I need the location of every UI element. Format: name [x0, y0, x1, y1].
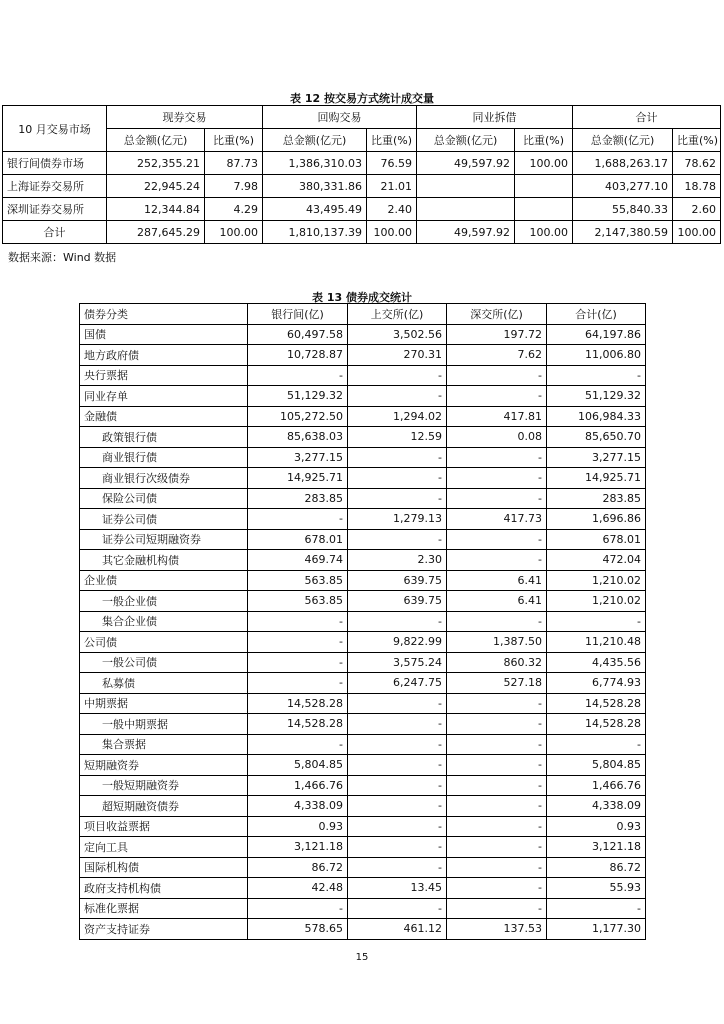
table13-cell: -: [447, 550, 547, 571]
table13-cell: 678.01: [547, 529, 646, 550]
table12-corner-label: 10 月交易市场: [3, 106, 107, 152]
table13-category: 证券公司债: [80, 509, 248, 530]
table12-subheader-amount: 总金额(亿元): [107, 129, 205, 152]
table12-group-header: 回购交易: [263, 106, 417, 129]
table13-header: 合计(亿): [547, 304, 646, 325]
table13-row: [80, 878, 646, 899]
table13-row: [80, 570, 646, 591]
table13-cell: 1,210.02: [547, 591, 646, 612]
table13-cell: 14,528.28: [248, 714, 348, 735]
table13-category: 集合企业债: [80, 611, 248, 632]
table13-cell: -: [447, 816, 547, 837]
table13-cell: 137.53: [447, 919, 547, 940]
table13-category: 超短期融资债券: [80, 796, 248, 817]
table13-cell: 4,338.09: [248, 796, 348, 817]
page-number: 15: [355, 952, 369, 963]
table13-cell: -: [248, 652, 348, 673]
table13-cell: 86.72: [547, 857, 646, 878]
table13-cell: 563.85: [248, 570, 348, 591]
table12-cell: 49,597.92: [417, 152, 515, 175]
table13-cell: -: [547, 611, 646, 632]
table12-cell: 12,344.84: [107, 198, 205, 221]
table12-subheader-share: 比重(%): [515, 129, 573, 152]
table13-category: 地方政府债: [80, 345, 248, 366]
table13-row: [80, 427, 646, 448]
table13-row: [80, 447, 646, 468]
table13-row: [80, 837, 646, 858]
table13-cell: 283.85: [547, 488, 646, 509]
table13-cell: -: [447, 857, 547, 878]
table13-cell: 9,822.99: [348, 632, 447, 653]
table13-cell: -: [447, 734, 547, 755]
table13-cell: 51,129.32: [547, 386, 646, 407]
table13-cell: -: [348, 816, 447, 837]
table13-cell: 11,210.48: [547, 632, 646, 653]
table13-cell: -: [348, 857, 447, 878]
table13-cell: 12.59: [348, 427, 447, 448]
table13-cell: 14,925.71: [547, 468, 646, 489]
table13-cell: -: [248, 734, 348, 755]
table13-category: 一般短期融资券: [80, 775, 248, 796]
table12-cell: 100.00: [515, 152, 573, 175]
table13-cell: -: [447, 447, 547, 468]
table13-category: 资产支持证券: [80, 919, 248, 940]
table13-cell: 0.08: [447, 427, 547, 448]
table13-cell: 3,121.18: [248, 837, 348, 858]
table13-cell: -: [447, 878, 547, 899]
table13-cell: -: [348, 386, 447, 407]
table13-cell: 678.01: [248, 529, 348, 550]
table13-header: 债券分类: [80, 304, 248, 325]
table13-cell: 1,387.50: [447, 632, 547, 653]
table12-row-label: 合计: [3, 221, 107, 244]
table12-cell: 55,840.33: [573, 198, 673, 221]
table13-cell: -: [447, 837, 547, 858]
table13-cell: 55.93: [547, 878, 646, 899]
table13-cell: -: [248, 898, 348, 919]
table13-cell: 0.93: [547, 816, 646, 837]
table13-category: 集合票据: [80, 734, 248, 755]
table13-row: [80, 734, 646, 755]
table13-cell: 86.72: [248, 857, 348, 878]
table13-row: [80, 488, 646, 509]
table13-cell: 469.74: [248, 550, 348, 571]
table13-cell: -: [447, 488, 547, 509]
table12-cell: 100.00: [515, 221, 573, 244]
table13-category: 中期票据: [80, 693, 248, 714]
table13-cell: 3,575.24: [348, 652, 447, 673]
table13-cell: 14,925.71: [248, 468, 348, 489]
table13-cell: -: [348, 796, 447, 817]
table12-cell: 380,331.86: [263, 175, 367, 198]
table13-cell: 1,466.76: [547, 775, 646, 796]
table13-cell: 270.31: [348, 345, 447, 366]
table13-category: 公司债: [80, 632, 248, 653]
table13-cell: 85,638.03: [248, 427, 348, 448]
table12-cell: 1,688,263.17: [573, 152, 673, 175]
table13-cell: -: [348, 755, 447, 776]
table13-cell: -: [348, 898, 447, 919]
table13-category: 定向工具: [80, 837, 248, 858]
table13-cell: 14,528.28: [248, 693, 348, 714]
table13-cell: 527.18: [447, 673, 547, 694]
table13-category: 政府支持机构债: [80, 878, 248, 899]
table13-cell: 4,338.09: [547, 796, 646, 817]
table13-cell: -: [348, 734, 447, 755]
table13-cell: 563.85: [248, 591, 348, 612]
table12-group-header: 合计: [573, 106, 721, 129]
table13-cell: -: [248, 673, 348, 694]
table13-cell: 197.72: [447, 324, 547, 345]
table12-cell: 78.62: [673, 152, 721, 175]
table13-cell: -: [447, 796, 547, 817]
table12-cell: 76.59: [367, 152, 417, 175]
table13-cell: -: [447, 755, 547, 776]
table12-cell: 1,386,310.03: [263, 152, 367, 175]
table13-cell: -: [248, 632, 348, 653]
table13-cell: 6,247.75: [348, 673, 447, 694]
table13-cell: 13.45: [348, 878, 447, 899]
table13-cell: 6.41: [447, 570, 547, 591]
table12-subheader-amount: 总金额(亿元): [263, 129, 367, 152]
table13-category: 国债: [80, 324, 248, 345]
table13-cell: 3,277.15: [248, 447, 348, 468]
table13-cell: -: [447, 386, 547, 407]
table13-row: [80, 898, 646, 919]
table13-row: [80, 324, 646, 345]
table13-category: 企业债: [80, 570, 248, 591]
table12-row: [3, 175, 721, 198]
table13-cell: 0.93: [248, 816, 348, 837]
table12-cell: 100.00: [205, 221, 263, 244]
table13-header: 上交所(亿): [348, 304, 447, 325]
table13-cell: 85,650.70: [547, 427, 646, 448]
table13-cell: 1,177.30: [547, 919, 646, 940]
table13-cell: 106,984.33: [547, 406, 646, 427]
table13-cell: 7.62: [447, 345, 547, 366]
table12-cell: 100.00: [673, 221, 721, 244]
table13-row: [80, 386, 646, 407]
table13-category: 商业银行债: [80, 447, 248, 468]
table13-cell: 64,197.86: [547, 324, 646, 345]
table13-cell: 14,528.28: [547, 693, 646, 714]
table13-row: [80, 468, 646, 489]
table12-cell: [417, 198, 515, 221]
table13-cell: -: [348, 365, 447, 386]
table12-row: [3, 152, 721, 175]
table13-header: 银行间(亿): [248, 304, 348, 325]
table13-row: [80, 529, 646, 550]
table13-cell: -: [547, 365, 646, 386]
table13-row: [80, 591, 646, 612]
table13-row: [80, 755, 646, 776]
table13-cell: -: [348, 775, 447, 796]
table13-category: 私募债: [80, 673, 248, 694]
table13-cell: 639.75: [348, 570, 447, 591]
table13-category: 金融债: [80, 406, 248, 427]
table13-category: 项目收益票据: [80, 816, 248, 837]
table13-category: 证券公司短期融资券: [80, 529, 248, 550]
table13-category: 政策银行债: [80, 427, 248, 448]
table13-cell: 10,728.87: [248, 345, 348, 366]
table13-cell: 578.65: [248, 919, 348, 940]
table13-row: [80, 796, 646, 817]
table13-cell: -: [447, 898, 547, 919]
table13-cell: -: [447, 468, 547, 489]
table13-cell: 2.30: [348, 550, 447, 571]
table12-row: [3, 198, 721, 221]
table13-cell: -: [248, 611, 348, 632]
table12-cell: 49,597.92: [417, 221, 515, 244]
table13-category: 其它金融机构债: [80, 550, 248, 571]
table12-cell: 7.98: [205, 175, 263, 198]
table13-cell: 5,804.85: [547, 755, 646, 776]
table13-cell: 1,466.76: [248, 775, 348, 796]
table13-cell: 42.48: [248, 878, 348, 899]
table13-row: [80, 550, 646, 571]
table13-row: [80, 509, 646, 530]
table13-cell: -: [348, 447, 447, 468]
table13-cell: 6.41: [447, 591, 547, 612]
table13-cell: 60,497.58: [248, 324, 348, 345]
table13-header: 深交所(亿): [447, 304, 547, 325]
table13-row: [80, 919, 646, 940]
table13-row: [80, 816, 646, 837]
table12-cell: [515, 198, 573, 221]
table12-row: [3, 221, 721, 244]
table12-subheader-share: 比重(%): [367, 129, 417, 152]
table12-cell: 4.29: [205, 198, 263, 221]
table13-cell: 5,804.85: [248, 755, 348, 776]
table12-subheader-amount: 总金额(亿元): [573, 129, 673, 152]
table12-cell: 252,355.21: [107, 152, 205, 175]
table13-cell: -: [547, 734, 646, 755]
table13-category: 短期融资券: [80, 755, 248, 776]
table13-category: 一般公司债: [80, 652, 248, 673]
table13-row: [80, 365, 646, 386]
table12-cell: [515, 175, 573, 198]
table12-subheader-share: 比重(%): [673, 129, 721, 152]
table13-row: [80, 857, 646, 878]
table13-category: 国际机构债: [80, 857, 248, 878]
table13-cell: -: [348, 611, 447, 632]
table12-cell: 2.60: [673, 198, 721, 221]
table13-row: [80, 714, 646, 735]
table13-cell: -: [547, 898, 646, 919]
table12-caption: 表 12 按交易方式统计成交量: [290, 92, 434, 105]
table13-cell: -: [348, 714, 447, 735]
table13-cell: -: [348, 529, 447, 550]
table13-cell: -: [447, 714, 547, 735]
table12-cell: 87.73: [205, 152, 263, 175]
table13-category: 保险公司债: [80, 488, 248, 509]
table13-cell: -: [248, 509, 348, 530]
table13-caption: 表 13 债券成交统计: [312, 291, 412, 304]
table12-group-header: 同业拆借: [417, 106, 573, 129]
table13-cell: 4,435.56: [547, 652, 646, 673]
table13-cell: 860.32: [447, 652, 547, 673]
table13-category: 央行票据: [80, 365, 248, 386]
table13-cell: 51,129.32: [248, 386, 348, 407]
table13-row: [80, 775, 646, 796]
table13-category: 标准化票据: [80, 898, 248, 919]
table13-row: [80, 652, 646, 673]
table13-cell: 283.85: [248, 488, 348, 509]
table12-cell: 2.40: [367, 198, 417, 221]
table13-cell: 1,696.86: [547, 509, 646, 530]
table12-cell: 22,945.24: [107, 175, 205, 198]
table13-cell: 639.75: [348, 591, 447, 612]
table12-row-label: 深圳证券交易所: [3, 198, 107, 221]
table13-cell: -: [248, 365, 348, 386]
table12-subheader-share: 比重(%): [205, 129, 263, 152]
table13-cell: -: [348, 488, 447, 509]
table13-cell: 461.12: [348, 919, 447, 940]
table12-row-label: 上海证券交易所: [3, 175, 107, 198]
table12-group-header: 现券交易: [107, 106, 263, 129]
trade-method-table: [2, 105, 721, 244]
table13-cell: -: [447, 529, 547, 550]
table12-cell: 1,810,137.39: [263, 221, 367, 244]
table13-category: 同业存单: [80, 386, 248, 407]
bond-trading-table: [79, 303, 646, 940]
table13-cell: -: [447, 365, 547, 386]
table12-cell: 287,645.29: [107, 221, 205, 244]
table12-cell: 403,277.10: [573, 175, 673, 198]
table13-cell: -: [447, 693, 547, 714]
table13-cell: 105,272.50: [248, 406, 348, 427]
table13-row: [80, 611, 646, 632]
table13-category: 一般企业债: [80, 591, 248, 612]
data-source-note: 数据来源：Wind 数据: [8, 251, 117, 264]
table13-cell: -: [348, 693, 447, 714]
table13-row: [80, 673, 646, 694]
table13-cell: -: [348, 837, 447, 858]
table13-cell: 1,294.02: [348, 406, 447, 427]
table13-cell: -: [348, 468, 447, 489]
table13-row: [80, 693, 646, 714]
table13-cell: 6,774.93: [547, 673, 646, 694]
table13-row: [80, 345, 646, 366]
table13-cell: 1,210.02: [547, 570, 646, 591]
table12-cell: 43,495.49: [263, 198, 367, 221]
table13-cell: 3,121.18: [547, 837, 646, 858]
table12-row-label: 银行间债券市场: [3, 152, 107, 175]
table13-cell: 11,006.80: [547, 345, 646, 366]
table12-cell: [417, 175, 515, 198]
table12-cell: 2,147,380.59: [573, 221, 673, 244]
table12-cell: 21.01: [367, 175, 417, 198]
table13-cell: 3,277.15: [547, 447, 646, 468]
table13-row: [80, 406, 646, 427]
table12-cell: 18.78: [673, 175, 721, 198]
table13-cell: 417.73: [447, 509, 547, 530]
table13-category: 一般中期票据: [80, 714, 248, 735]
table13-cell: 1,279.13: [348, 509, 447, 530]
table13-cell: 472.04: [547, 550, 646, 571]
table12-subheader-amount: 总金额(亿元): [417, 129, 515, 152]
table12-cell: 100.00: [367, 221, 417, 244]
table13-cell: 417.81: [447, 406, 547, 427]
table13-cell: -: [447, 775, 547, 796]
table13-category: 商业银行次级债券: [80, 468, 248, 489]
table13-cell: 14,528.28: [547, 714, 646, 735]
table13-cell: 3,502.56: [348, 324, 447, 345]
table13-row: [80, 632, 646, 653]
table13-cell: -: [447, 611, 547, 632]
